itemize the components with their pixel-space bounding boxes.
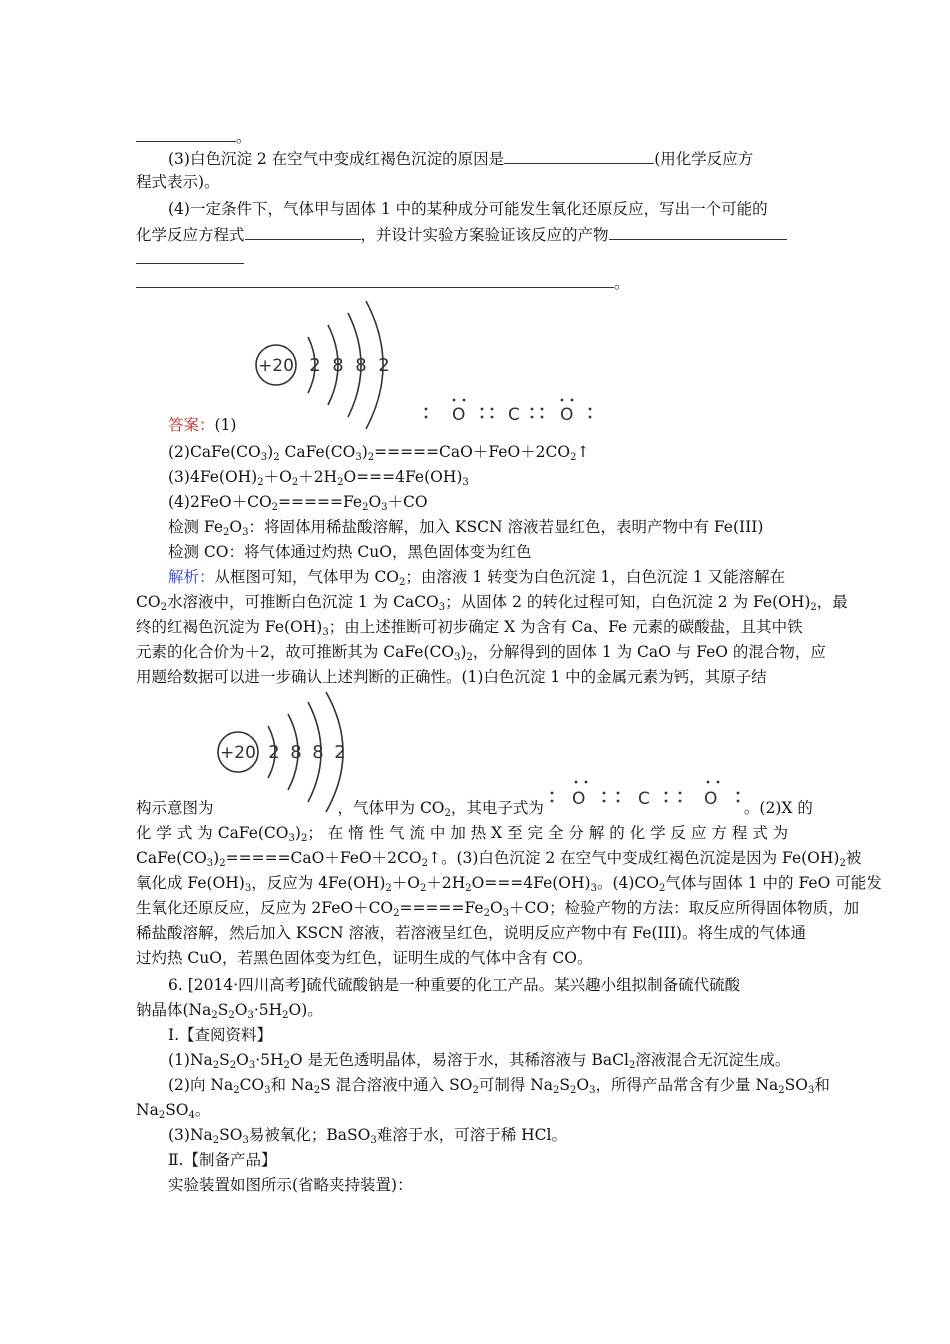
nucleus-label: +20 xyxy=(258,356,294,376)
shell-3-count: 8 xyxy=(355,355,367,376)
analysis-line-9: 氧化成 $Fe(OH)_3$，反应为 $4Fe(OH)_2+O_2+2H_2O===4Fe(OH)_3$。$(4)CO_2$气体与固体 1 中的 FeO 可能发 xyxy=(136,874,882,894)
analysis-line-3: 终的红褐色沉淀为 $Fe(OH)_3$；由上述推断可初步确定 X 为含有 Ca、Fe 元素的碳酸盐，且其中铁 xyxy=(136,618,803,638)
question-4-line2 xyxy=(136,224,816,246)
answer-6: 检测 CO：将气体通过灼热 CuO，黑色固体变为红色 xyxy=(168,543,532,561)
svg-text:O: O xyxy=(572,789,586,809)
q3-text-end: 程式表示)。 xyxy=(136,173,220,191)
q4-text: (4)一定条件下，气体甲与固体 1 中的某种成分可能发生氧化还原反应，写出一个可能的 xyxy=(168,200,768,218)
answer-3: $(3)4Fe(OH)_2+O_2+2H_2O===4Fe(OH)_3$ xyxy=(168,468,469,488)
info-item-1: $(1)Na_2S_2O_3\cdot 5H_2O$ 是无色透明晶体，易溶于水，其稀溶液与 BaCl$_2$溶液混合无沉淀生成。 xyxy=(168,1051,791,1071)
co2-electron-formula-2 xyxy=(548,774,748,814)
answer-blank[interactable] xyxy=(136,126,236,142)
q3-text: (3)白色沉淀 2 在空气中变成红褐色沉淀的原因是 xyxy=(168,150,505,168)
atom-c: C xyxy=(508,405,520,425)
analysis-label: 解析： xyxy=(168,568,215,586)
svg-text:C: C xyxy=(638,789,650,809)
info-item-3: $(3)Na_2SO_3$易被氧化；BaSO$_3$难溶于水，可溶于稀 HCl。 xyxy=(168,1126,567,1146)
shell-1-count: 2 xyxy=(309,355,321,376)
question-6-title: 6. [2014·四川高考]硫代硫酸钠是一种重要的化工产品。某兴趣小组拟制备硫代硫酸 xyxy=(168,976,741,994)
shell-2-count: 8 xyxy=(332,355,344,376)
question-4-line4 xyxy=(136,272,816,294)
analysis-line-2: $CO_2$水溶液中，可推断白色沉淀 1 为 CaCO$_3$；从固体 2 的转化过程可知，白色沉淀 2 为 $Fe(OH)_2$，最 xyxy=(136,593,848,613)
answer-blank[interactable] xyxy=(245,224,361,240)
analysis-line-11: 稀盐酸溶解，然后加入 KSCN 溶液，若溶液呈红色，说明反应产物中有 Fe(III)。将生成的气体通 xyxy=(136,924,806,942)
answer-1-text: (1) xyxy=(214,416,237,434)
info-item-2: (2)向 $Na_2CO_3$和 $Na_2S$ 混合溶液中通入 $SO_2$可制得 $Na_2S_2O_3$，所得产品常含有少量 $Na_2SO_3$和 xyxy=(168,1076,830,1096)
section-heading-1: Ⅰ.【查阅资料】 xyxy=(168,1026,273,1044)
analysis-line-6: 构示意图为 ，气体甲为 $CO_2$，其电子式为 。(2)X 的 xyxy=(136,799,813,819)
analysis-line-4: 元素的化合价为＋2，故可推断其为 $CaFe(CO_3)_2$，分解得到的固体 1 为 CaO 与 FeO 的混合物，应 xyxy=(136,643,826,663)
atom-o-right: O xyxy=(560,405,574,425)
answer-blank[interactable] xyxy=(136,272,614,288)
q4-text-c: ，并设计实验方案验证该反应的产物 xyxy=(360,226,609,244)
analysis-line-10: 生氧化还原反应，反应为 $2FeO+CO_2=====Fe_2O_3+CO$；检验产物的方法：取反应所得固体物质，加 xyxy=(136,899,860,919)
info-item-2-cont: $Na_2SO_4$。 xyxy=(136,1101,211,1121)
atom-o-left: O xyxy=(452,405,466,425)
nucleus-label: +20 xyxy=(220,743,256,763)
answer-label: 答案： xyxy=(168,416,215,434)
question-3-cont xyxy=(136,171,816,193)
period: 。 xyxy=(614,274,630,292)
svg-text:8: 8 xyxy=(290,742,302,763)
answer-blank[interactable] xyxy=(609,224,787,240)
analysis-line-1: 解析：从框图可知，气体甲为 $CO_2$；由溶液 1 转变为白色沉淀 1，白色沉淀 1 又能溶解在 xyxy=(168,568,786,588)
shell-4-count: 2 xyxy=(378,355,390,376)
q3-text-tail: (用化学反应方 xyxy=(654,150,754,168)
blank-line-continuation xyxy=(136,126,816,148)
answer-blank[interactable] xyxy=(136,248,244,264)
analysis-line-5: 用题给数据可以进一步确认上述判断的正确性。(1)白色沉淀 1 中的金属元素为钙，其原子结 xyxy=(136,668,767,686)
question-3 xyxy=(168,148,816,170)
section-heading-2: Ⅱ.【制备产品】 xyxy=(168,1151,277,1169)
analysis-line-12: 过灼热 CuO，若黑色固体变为红色，证明生成的气体中含有 CO。 xyxy=(136,949,593,967)
question-4 xyxy=(168,198,816,220)
question-6-title-cont: 钠晶体$(Na_2S_2O_3\cdot 5H_2O)$。 xyxy=(136,1001,323,1021)
svg-text:2: 2 xyxy=(334,742,346,763)
answer-5: 检测 $Fe_2O_3$：将固体用稀盐酸溶解，加入 KSCN 溶液若显红色，表明产物中有 Fe(III) xyxy=(168,518,764,538)
answer-4: $(4)2FeO+CO_2=====Fe_2O_3+CO$ xyxy=(168,493,428,513)
answer-blank[interactable] xyxy=(504,148,654,164)
answer-2: $(2)CaFe(CO_3)_2$ $CaFe(CO_3)_2=====CaO+FeO+2CO_2↑$ xyxy=(168,443,590,463)
svg-text:8: 8 xyxy=(312,742,324,763)
period: 。 xyxy=(236,128,252,146)
q4-text-b: 化学反应方程式 xyxy=(136,226,245,244)
analysis-line-8: $CaFe(CO_3)_2=====CaO+FeO+2CO_2↑$。(3)白色沉淀 2 在空气中变成红褐色沉淀是因为 $Fe(OH)_2$被 xyxy=(136,849,862,869)
question-4-line3 xyxy=(136,248,816,270)
co2-electron-formula xyxy=(420,392,600,432)
section-2-text: 实验装置如图所示(省略夹持装置)： xyxy=(168,1176,413,1194)
analysis-line-7: 化 学 式 为 $CaFe(CO_3)_2$； 在 惰 性 气 流 中 加 热 X 至 完 全 分 解 的 化 学 反 应 方 程 式 为 xyxy=(136,824,789,844)
svg-text:O: O xyxy=(704,789,718,809)
svg-text:2: 2 xyxy=(268,742,280,763)
